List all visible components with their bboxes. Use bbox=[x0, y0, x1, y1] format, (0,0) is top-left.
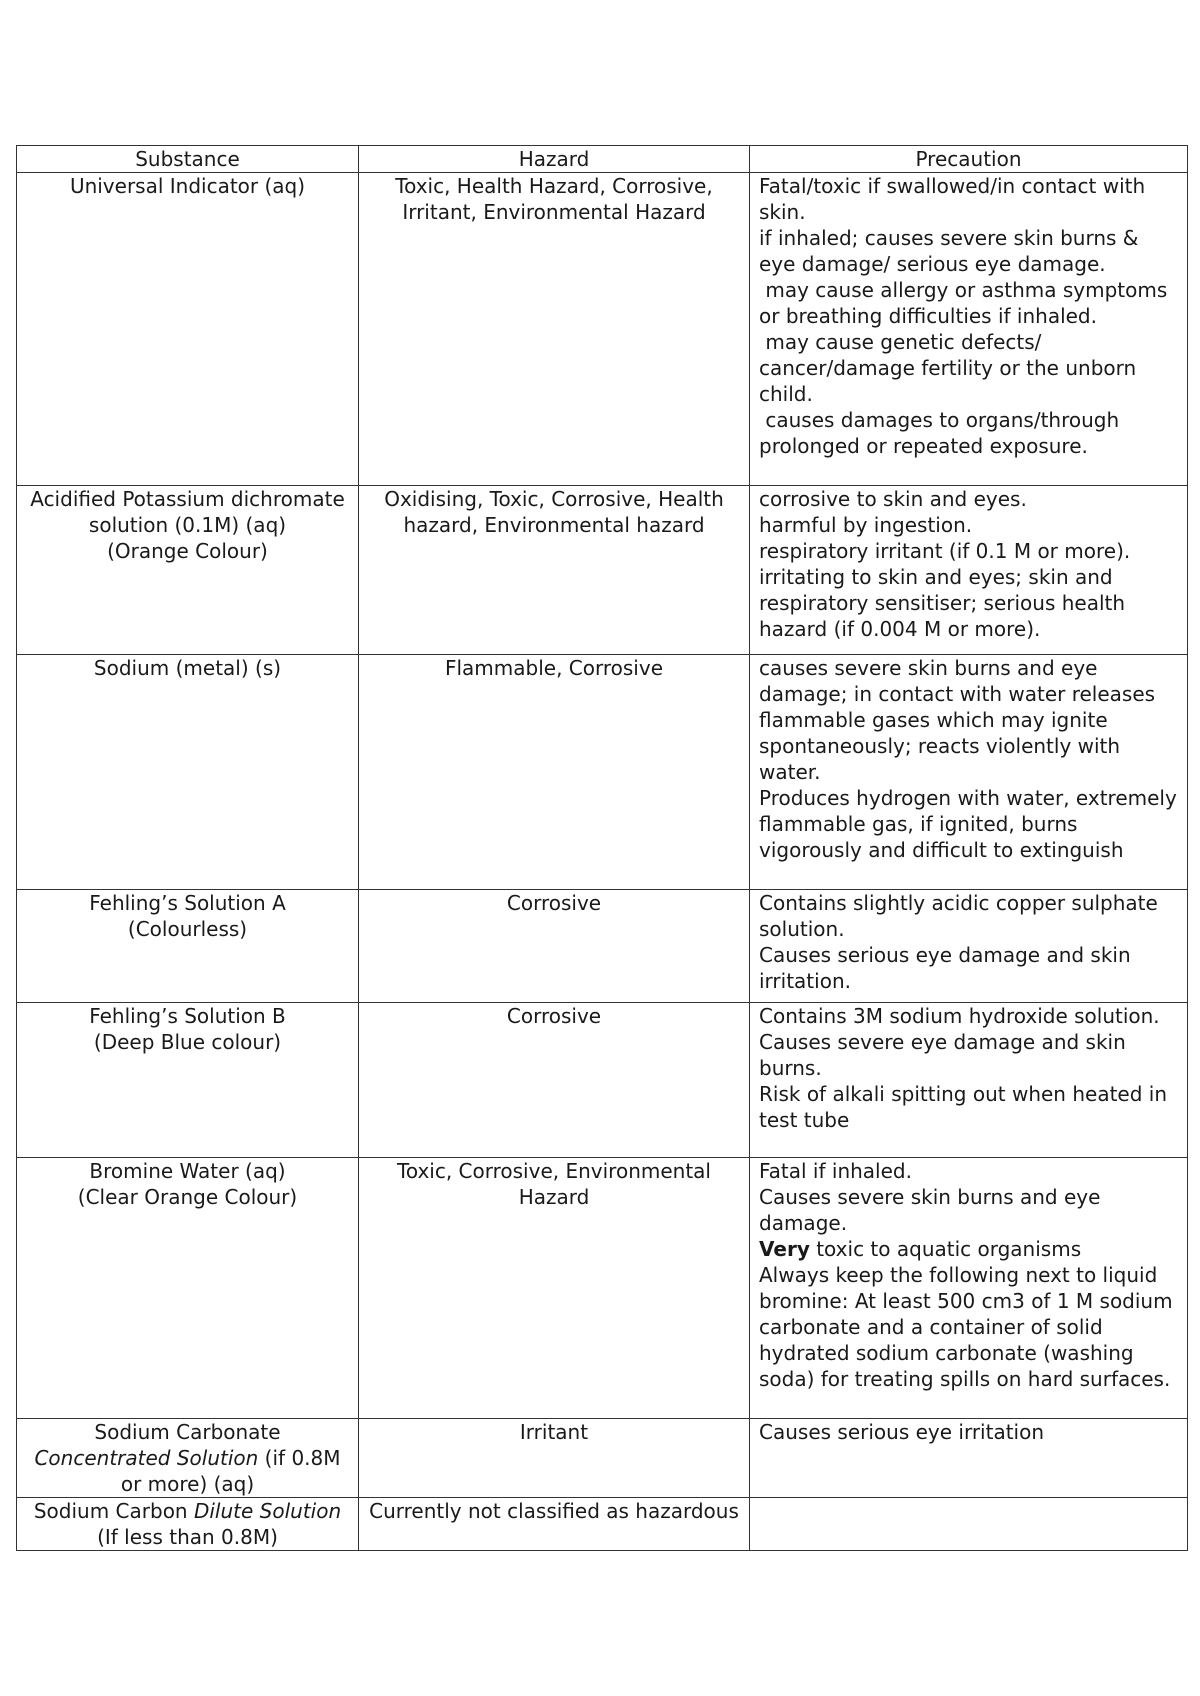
precaution-line: Causes severe skin burns and eye damage. bbox=[759, 1185, 1101, 1235]
precaution-cell bbox=[750, 486, 1188, 655]
precaution-line: respiratory irritant (if 0.1 M or more). bbox=[759, 539, 1131, 563]
precaution-line: causes damages to organs/through prolonged or repeated exposure. bbox=[759, 408, 1120, 458]
precaution-cell bbox=[750, 1419, 1188, 1498]
substance-cell bbox=[17, 1003, 359, 1158]
substance-cell bbox=[17, 1498, 359, 1551]
precaution-line: may cause allergy or asthma symptoms or breathing difficulties if inhaled. bbox=[759, 278, 1168, 328]
substance-name: Acidified Potassium dichromate solution (0.1M) (aq) bbox=[30, 487, 345, 537]
substance-colour: (Colourless) bbox=[127, 917, 248, 941]
substance-cell bbox=[17, 890, 359, 1003]
substance-colour: (Orange Colour) bbox=[107, 539, 268, 563]
precaution-line: Causes severe eye damage and skin burns. bbox=[759, 1030, 1126, 1080]
substance-colour: (Deep Blue colour) bbox=[93, 1030, 282, 1054]
substance-condition: (if 0.8M or more) (aq) bbox=[120, 1446, 341, 1496]
table-header-row bbox=[17, 146, 1188, 173]
substance-name: Fehling’s Solution A bbox=[89, 891, 286, 915]
hazard-cell: Flammable, Corrosive bbox=[359, 655, 750, 890]
substance-name: Sodium (metal) (s) bbox=[93, 656, 282, 680]
table-row bbox=[17, 1498, 1188, 1551]
precaution-cell bbox=[750, 655, 1188, 890]
table-row bbox=[17, 655, 1188, 890]
precaution-cell bbox=[750, 173, 1188, 486]
precaution-cell bbox=[750, 1498, 1188, 1551]
precaution-line: Causes serious eye irritation bbox=[759, 1420, 1045, 1444]
precaution-line: if inhaled; causes severe skin burns & eye damage/ serious eye damage. bbox=[759, 226, 1139, 276]
hazard-cell: Toxic, Health Hazard, Corrosive, Irritant, Environmental Hazard bbox=[359, 173, 750, 486]
substance-cell bbox=[17, 655, 359, 890]
precaution-line: causes severe skin burns and eye damage; in contact with water releases flammable gases which may ignite spontaneously; reacts violently with water. bbox=[759, 656, 1156, 784]
substance-qualifier: Concentrated Solution bbox=[34, 1446, 259, 1470]
header-hazard: Hazard bbox=[359, 146, 750, 173]
hazard-cell: Currently not classified as hazardous bbox=[359, 1498, 750, 1551]
substance-cell bbox=[17, 173, 359, 486]
substance-name: Sodium Carbon bbox=[33, 1499, 194, 1523]
precaution-line: Risk of alkali spitting out when heated in test tube bbox=[759, 1082, 1168, 1132]
precaution-line: Produces hydrogen with water, extremely flammable gas, if ignited, burns vigorously and difficult to extinguish bbox=[759, 786, 1177, 862]
hazard-cell: Toxic, Corrosive, Environmental Hazard bbox=[359, 1158, 750, 1419]
table-row bbox=[17, 890, 1188, 1003]
table-row bbox=[17, 486, 1188, 655]
precaution-line: harmful by ingestion. bbox=[759, 513, 973, 537]
substance-condition: (If less than 0.8M) bbox=[97, 1525, 278, 1549]
substance-cell bbox=[17, 1158, 359, 1419]
substance-name: Fehling’s Solution B bbox=[89, 1004, 286, 1028]
precaution-line: Very toxic to aquatic organisms bbox=[759, 1237, 1082, 1261]
substance-colour: (Clear Orange Colour) bbox=[77, 1185, 298, 1209]
substance-name: Universal Indicator (aq) bbox=[69, 174, 306, 198]
substance-name: Sodium Carbonate bbox=[94, 1420, 281, 1444]
table-row bbox=[17, 1003, 1188, 1158]
precaution-line: Causes serious eye damage and skin irritation. bbox=[759, 943, 1131, 993]
table-row bbox=[17, 173, 1188, 486]
precaution-line: may cause genetic defects/ cancer/damage fertility or the unborn child. bbox=[759, 330, 1137, 406]
substance-cell bbox=[17, 486, 359, 655]
precaution-cell bbox=[750, 1158, 1188, 1419]
emphasis-very: Very bbox=[759, 1237, 810, 1261]
hazard-cell: Oxidising, Toxic, Corrosive, Health hazard, Environmental hazard bbox=[359, 486, 750, 655]
precaution-cell bbox=[750, 1003, 1188, 1158]
substance-cell bbox=[17, 1419, 359, 1498]
precaution-line: irritating to skin and eyes; skin and respiratory sensitiser; serious health hazard (if 0.004 M or more). bbox=[759, 565, 1126, 641]
header-substance: Substance bbox=[17, 146, 359, 173]
hazard-cell: Irritant bbox=[359, 1419, 750, 1498]
table-row bbox=[17, 1158, 1188, 1419]
substance-qualifier: Dilute Solution bbox=[193, 1499, 342, 1523]
precaution-line: Contains 3M sodium hydroxide solution. bbox=[759, 1004, 1160, 1028]
precaution-cell bbox=[750, 890, 1188, 1003]
hazard-cell: Corrosive bbox=[359, 1003, 750, 1158]
table-row bbox=[17, 1419, 1188, 1498]
precaution-line: Always keep the following next to liquid bromine: At least 500 cm3 of 1 M sodium carbonate and a container of solid hydrated sodium carbonate (washing soda) for treating spills on hard surfaces. bbox=[759, 1263, 1173, 1391]
substance-name: Bromine Water (aq) bbox=[89, 1159, 286, 1183]
precaution-line: corrosive to skin and eyes. bbox=[759, 487, 1027, 511]
header-precaution: Precaution bbox=[750, 146, 1188, 173]
precaution-line: Contains slightly acidic copper sulphate solution. bbox=[759, 891, 1158, 941]
hazard-cell: Corrosive bbox=[359, 890, 750, 1003]
precaution-line: Fatal if inhaled. bbox=[759, 1159, 912, 1183]
hazard-precaution-table bbox=[16, 145, 1188, 1551]
precaution-line: Fatal/toxic if swallowed/in contact with skin. bbox=[759, 174, 1146, 224]
